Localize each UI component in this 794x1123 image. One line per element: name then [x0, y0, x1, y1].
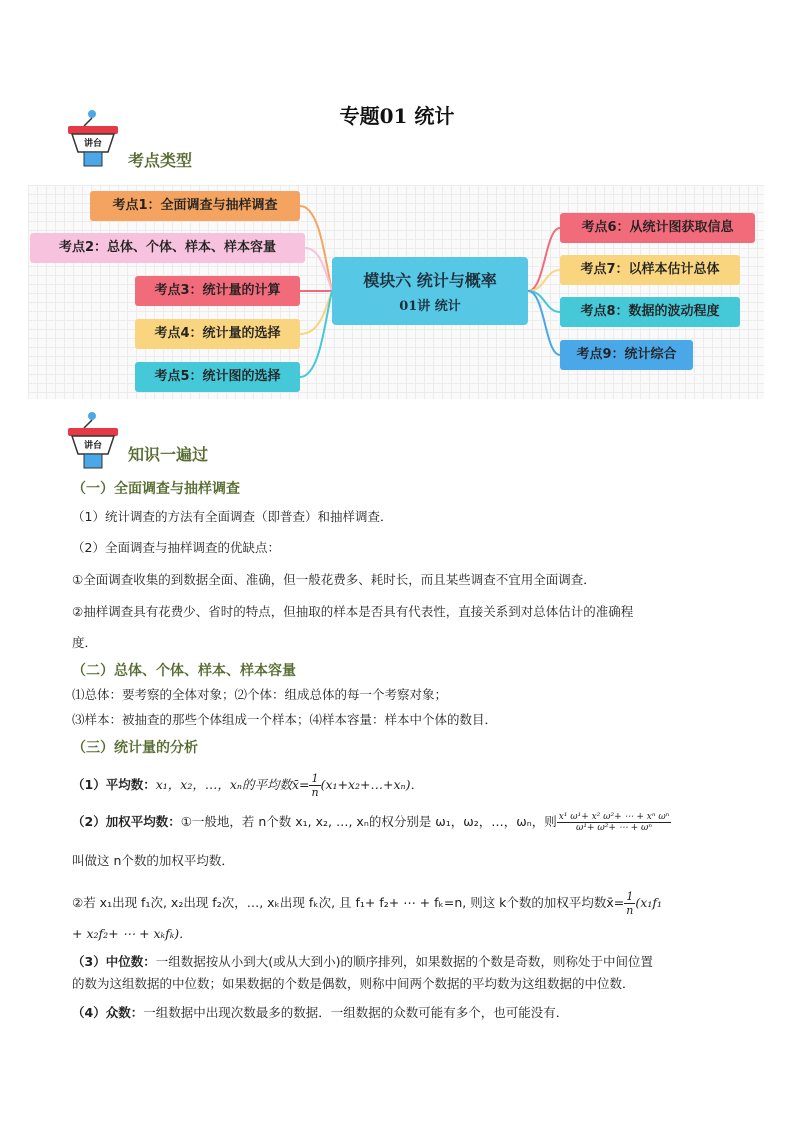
median-line2: 的数为这组数据的中位数；如果数据的个数是偶数，则称中间两个数据的平均数为这组数据的中位数．: [72, 976, 635, 991]
paragraph-5: ⑴总体：要考察的全体对象；⑵个体：组成总体的每一个考察对象；: [72, 687, 448, 702]
paragraph-4b: 度．: [72, 635, 98, 650]
mindmap-node-5: 考点5：统计图的选择: [135, 362, 300, 392]
mean-fraction: $\frac{1}{n}$: [311, 772, 319, 799]
mindmap-node-7: 考点7：以样本估计总体: [560, 255, 740, 285]
mindmap-center-title: 模块六 统计与概率: [363, 271, 497, 290]
section-heading-knowledge: 知识一遍过: [128, 445, 209, 464]
mode-definition: [72, 1003, 568, 1021]
paragraph-6: ⑶样本：被抽查的那些个体组成一个样本；⑷样本容量：样本中个体的数目．: [72, 712, 498, 727]
weighted-mean-2: [72, 890, 662, 917]
paragraph-1: （1）统计调查的方法有全面调查（即普查）和抽样调查．: [72, 509, 393, 524]
podium-label: 讲台: [83, 139, 103, 149]
mindmap-center: [332, 257, 528, 325]
mean-text: x₁，x₂，…，xₙ的平均数x̄=: [155, 777, 310, 792]
mindmap-node-3: 考点3：统计量的计算: [135, 276, 300, 306]
weighted-mean-text: ①一般地，若 n个数 x₁, x₂, …, xₙ的权分别是 ω₁，ω₂，…，ωₙ，则: [180, 814, 557, 829]
median-label: （3）中位数：: [72, 954, 156, 969]
podium-icon-2: [62, 410, 124, 472]
median-definition: [72, 952, 653, 970]
mode-text: 一组数据中出现次数最多的数据．一组数据的众数可能有多个，也可能没有．: [143, 1005, 569, 1020]
weighted-mean-2-text: ②若 x₁出现 f₁次, x₂出现 f₂次，…, xₖ出现 fₖ次, 且 f₁+ f₂+ ⋯ + fₖ=n, 则这 k个数的加权平均数x̄=: [72, 895, 625, 910]
mean-definition: [72, 772, 423, 799]
weighted-mean-2-line2: + x₂f₂+ ⋯ + xₖfₖ)．: [72, 926, 192, 941]
page-title: 专题01 统计: [339, 104, 455, 128]
mean-label: （1）平均数：: [72, 777, 156, 792]
weighted-mean-label: （2）加权平均数：: [72, 814, 181, 829]
mindmap-node-1: 考点1：全面调查与抽样调查: [90, 191, 300, 221]
weighted-mean-definition: [72, 812, 671, 833]
mindmap-node-9: 考点9：统计综合: [560, 340, 693, 370]
weighted-mean-2-fraction: $\frac{1}{n}$: [626, 890, 634, 917]
paragraph-2: （2）全面调查与抽样调查的优缺点：: [72, 540, 280, 555]
subheading-population: （二）总体、个体、样本、样本容量: [72, 663, 296, 679]
paragraph-3: ①全面调查收集的到数据全面、准确，但一般花费多、耗时长，而且某些调查不宜用全面调查．: [72, 572, 596, 587]
mindmap-node-2: 考点2：总体、个体、样本、样本容量: [30, 233, 305, 263]
median-text: 一组数据按从小到大(或从大到小)的顺序排列，如果数据的个数是奇数，则称处于中间位置: [155, 954, 653, 969]
mindmap-center-subtitle: 01讲 统计: [399, 299, 461, 314]
mean-tail: (x₁+x₂+…+xₙ)．: [320, 777, 423, 792]
subheading-statistics: （三）统计量的分析: [72, 740, 198, 756]
subheading-survey: （一）全面调查与抽样调查: [72, 481, 240, 497]
section-heading-types: 考点类型: [128, 151, 193, 170]
mode-label: （4）众数：: [72, 1005, 144, 1020]
mindmap-node-6: 考点6：从统计图获取信息: [560, 213, 755, 243]
svg-text:讲台: 讲台: [83, 441, 103, 451]
mindmap-node-8: 考点8：数据的波动程度: [560, 297, 740, 327]
weighted-mean-2-tail: (x₁f₁: [635, 895, 662, 910]
paragraph-4a: ②抽样调查具有花费少、省时的特点，但抽取的样本是否具有代表性，直接关系到对总体估计的准确程: [72, 604, 634, 619]
weighted-mean-fraction: $\frac{\text{x¹ ω¹+ x² ω²+ ⋯ + xⁿ ωⁿ}}{\text{ω¹+ ω²+ ⋯ + ωⁿ}}$: [558, 812, 670, 833]
mindmap-node-4: 考点4：统计量的选择: [135, 319, 300, 349]
weighted-mean-cont: 叫做这 n个数的加权平均数．: [72, 853, 234, 868]
